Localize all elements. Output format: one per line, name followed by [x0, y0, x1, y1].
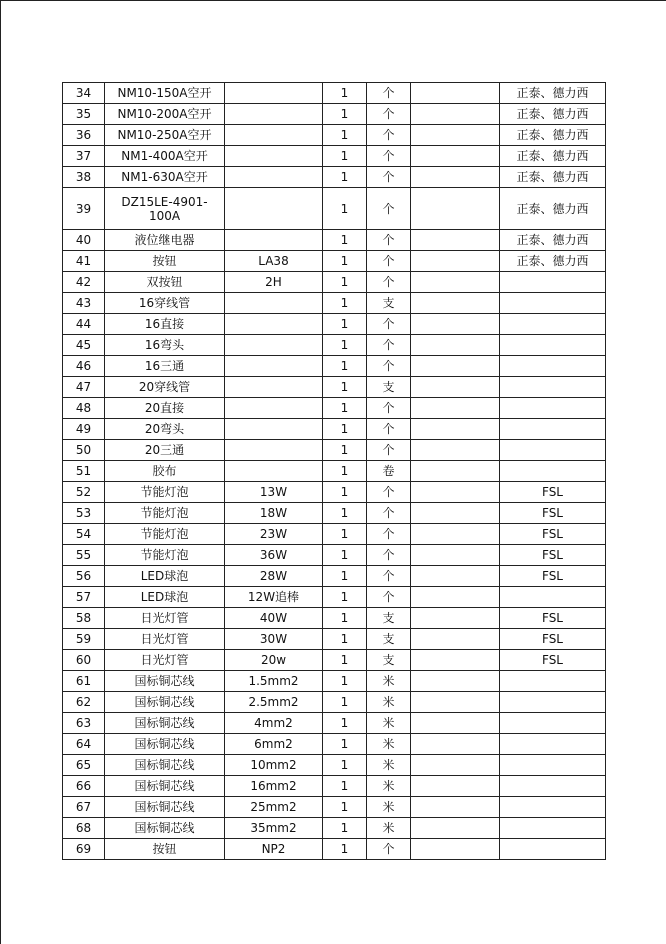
- item-brand: 正泰、德力西: [500, 125, 606, 146]
- item-brand: FSL: [500, 503, 606, 524]
- row-number: 65: [63, 755, 105, 776]
- row-number: 39: [63, 188, 105, 230]
- item-unit: 个: [367, 839, 411, 860]
- item-quantity: 1: [323, 125, 367, 146]
- item-quantity: 1: [323, 482, 367, 503]
- item-note: [411, 671, 500, 692]
- item-note: [411, 461, 500, 482]
- table-row: [63, 104, 606, 125]
- table-row: [63, 524, 606, 545]
- row-number: 41: [63, 251, 105, 272]
- row-number: 57: [63, 587, 105, 608]
- row-number: 66: [63, 776, 105, 797]
- table-row: [63, 167, 606, 188]
- table-row: [63, 713, 606, 734]
- item-unit: 个: [367, 104, 411, 125]
- item-name: 国标铜芯线: [105, 713, 225, 734]
- item-name: 国标铜芯线: [105, 734, 225, 755]
- item-quantity: 1: [323, 251, 367, 272]
- item-unit: 个: [367, 566, 411, 587]
- item-quantity: 1: [323, 692, 367, 713]
- row-number: 48: [63, 398, 105, 419]
- item-brand: [500, 314, 606, 335]
- item-note: [411, 167, 500, 188]
- item-name: DZ15LE-4901- 100A: [105, 188, 225, 230]
- row-number: 50: [63, 440, 105, 461]
- table-row: [63, 293, 606, 314]
- item-brand: 正泰、德力西: [500, 251, 606, 272]
- table-row: [63, 230, 606, 251]
- item-unit: 个: [367, 335, 411, 356]
- row-number: 59: [63, 629, 105, 650]
- item-name: 胶布: [105, 461, 225, 482]
- item-note: [411, 818, 500, 839]
- table-row: [63, 188, 606, 230]
- item-note: [411, 146, 500, 167]
- item-unit: 支: [367, 293, 411, 314]
- item-name: 液位继电器: [105, 230, 225, 251]
- item-brand: [500, 398, 606, 419]
- item-note: [411, 755, 500, 776]
- item-spec: [225, 125, 323, 146]
- table-row: [63, 356, 606, 377]
- row-number: 61: [63, 671, 105, 692]
- item-note: [411, 503, 500, 524]
- item-quantity: 1: [323, 629, 367, 650]
- item-brand: [500, 734, 606, 755]
- item-quantity: 1: [323, 818, 367, 839]
- item-note: [411, 314, 500, 335]
- item-unit: 卷: [367, 461, 411, 482]
- item-note: [411, 734, 500, 755]
- item-quantity: 1: [323, 146, 367, 167]
- table-row: [63, 482, 606, 503]
- item-brand: FSL: [500, 566, 606, 587]
- row-number: 36: [63, 125, 105, 146]
- item-note: [411, 566, 500, 587]
- item-name: 国标铜芯线: [105, 776, 225, 797]
- item-spec: 2H: [225, 272, 323, 293]
- item-name: 节能灯泡: [105, 545, 225, 566]
- item-brand: 正泰、德力西: [500, 188, 606, 230]
- row-number: 60: [63, 650, 105, 671]
- item-quantity: 1: [323, 839, 367, 860]
- item-name: 日光灯管: [105, 650, 225, 671]
- table-row: [63, 314, 606, 335]
- item-spec: LA38: [225, 251, 323, 272]
- item-spec: [225, 461, 323, 482]
- item-quantity: 1: [323, 314, 367, 335]
- item-spec: [225, 293, 323, 314]
- table-row: [63, 734, 606, 755]
- item-quantity: 1: [323, 398, 367, 419]
- item-brand: 正泰、德力西: [500, 167, 606, 188]
- item-quantity: 1: [323, 566, 367, 587]
- item-unit: 米: [367, 713, 411, 734]
- table-row: [63, 461, 606, 482]
- table-row: [63, 503, 606, 524]
- item-name: 按钮: [105, 251, 225, 272]
- item-name: 20弯头: [105, 419, 225, 440]
- item-brand: FSL: [500, 482, 606, 503]
- item-spec: 4mm2: [225, 713, 323, 734]
- item-quantity: 1: [323, 356, 367, 377]
- row-number: 53: [63, 503, 105, 524]
- item-quantity: 1: [323, 545, 367, 566]
- table-row: [63, 83, 606, 104]
- item-brand: [500, 440, 606, 461]
- item-unit: 个: [367, 524, 411, 545]
- item-brand: 正泰、德力西: [500, 83, 606, 104]
- item-brand: FSL: [500, 629, 606, 650]
- item-name: 16直接: [105, 314, 225, 335]
- item-spec: 20w: [225, 650, 323, 671]
- item-note: [411, 524, 500, 545]
- item-brand: FSL: [500, 608, 606, 629]
- item-brand: [500, 461, 606, 482]
- item-note: [411, 839, 500, 860]
- item-quantity: 1: [323, 671, 367, 692]
- item-note: [411, 335, 500, 356]
- item-note: [411, 230, 500, 251]
- item-unit: 个: [367, 545, 411, 566]
- item-name: 20穿线管: [105, 377, 225, 398]
- table-row: [63, 377, 606, 398]
- row-number: 40: [63, 230, 105, 251]
- item-quantity: 1: [323, 797, 367, 818]
- item-quantity: 1: [323, 461, 367, 482]
- item-name: 16三通: [105, 356, 225, 377]
- item-name: LED球泡: [105, 566, 225, 587]
- item-quantity: 1: [323, 608, 367, 629]
- item-quantity: 1: [323, 167, 367, 188]
- table-row: [63, 797, 606, 818]
- item-name: 20直接: [105, 398, 225, 419]
- item-unit: 个: [367, 314, 411, 335]
- materials-table-body: [63, 83, 606, 860]
- item-brand: [500, 419, 606, 440]
- item-name: 日光灯管: [105, 629, 225, 650]
- item-spec: 18W: [225, 503, 323, 524]
- item-spec: [225, 377, 323, 398]
- item-brand: FSL: [500, 545, 606, 566]
- item-name: NM1-630A空开: [105, 167, 225, 188]
- item-brand: [500, 671, 606, 692]
- item-brand: 正泰、德力西: [500, 230, 606, 251]
- item-name: NM10-250A空开: [105, 125, 225, 146]
- row-number: 42: [63, 272, 105, 293]
- item-spec: [225, 104, 323, 125]
- table-row: [63, 335, 606, 356]
- row-number: 63: [63, 713, 105, 734]
- item-spec: [225, 188, 323, 230]
- item-brand: [500, 356, 606, 377]
- item-spec: 35mm2: [225, 818, 323, 839]
- item-note: [411, 776, 500, 797]
- table-row: [63, 146, 606, 167]
- item-spec: [225, 440, 323, 461]
- item-brand: 正泰、德力西: [500, 146, 606, 167]
- item-note: [411, 356, 500, 377]
- item-note: [411, 293, 500, 314]
- item-brand: [500, 692, 606, 713]
- item-note: [411, 377, 500, 398]
- row-number: 68: [63, 818, 105, 839]
- item-note: [411, 608, 500, 629]
- row-number: 62: [63, 692, 105, 713]
- item-spec: [225, 146, 323, 167]
- item-name: 按钮: [105, 839, 225, 860]
- item-note: [411, 419, 500, 440]
- item-spec: 36W: [225, 545, 323, 566]
- item-spec: 10mm2: [225, 755, 323, 776]
- row-number: 37: [63, 146, 105, 167]
- item-name: 双按钮: [105, 272, 225, 293]
- item-brand: [500, 587, 606, 608]
- row-number: 67: [63, 797, 105, 818]
- item-spec: [225, 419, 323, 440]
- row-number: 51: [63, 461, 105, 482]
- item-name: NM10-150A空开: [105, 83, 225, 104]
- item-note: [411, 83, 500, 104]
- table-row: [63, 608, 606, 629]
- item-brand: FSL: [500, 650, 606, 671]
- materials-table: [62, 82, 606, 860]
- item-quantity: 1: [323, 755, 367, 776]
- item-unit: 个: [367, 167, 411, 188]
- item-unit: 支: [367, 377, 411, 398]
- item-brand: [500, 335, 606, 356]
- item-quantity: 1: [323, 377, 367, 398]
- row-number: 47: [63, 377, 105, 398]
- item-note: [411, 188, 500, 230]
- table-row: [63, 671, 606, 692]
- item-quantity: 1: [323, 776, 367, 797]
- row-number: 52: [63, 482, 105, 503]
- row-number: 35: [63, 104, 105, 125]
- item-unit: 米: [367, 692, 411, 713]
- item-unit: 个: [367, 251, 411, 272]
- item-brand: [500, 776, 606, 797]
- item-brand: [500, 755, 606, 776]
- item-spec: 40W: [225, 608, 323, 629]
- table-row: [63, 587, 606, 608]
- item-spec: 13W: [225, 482, 323, 503]
- item-name: 国标铜芯线: [105, 671, 225, 692]
- item-unit: 个: [367, 419, 411, 440]
- item-note: [411, 713, 500, 734]
- item-unit: 个: [367, 440, 411, 461]
- item-name: 节能灯泡: [105, 503, 225, 524]
- row-number: 44: [63, 314, 105, 335]
- row-number: 54: [63, 524, 105, 545]
- item-quantity: 1: [323, 713, 367, 734]
- item-name: 节能灯泡: [105, 524, 225, 545]
- item-note: [411, 440, 500, 461]
- item-quantity: 1: [323, 83, 367, 104]
- item-spec: 28W: [225, 566, 323, 587]
- item-unit: 米: [367, 755, 411, 776]
- item-unit: 个: [367, 482, 411, 503]
- table-row: [63, 566, 606, 587]
- row-number: 58: [63, 608, 105, 629]
- table-row: [63, 440, 606, 461]
- item-note: [411, 104, 500, 125]
- item-quantity: 1: [323, 587, 367, 608]
- table-row: [63, 755, 606, 776]
- table-row: [63, 398, 606, 419]
- item-brand: [500, 713, 606, 734]
- row-number: 64: [63, 734, 105, 755]
- item-spec: [225, 356, 323, 377]
- item-note: [411, 545, 500, 566]
- item-unit: 个: [367, 188, 411, 230]
- item-unit: 个: [367, 125, 411, 146]
- row-number: 43: [63, 293, 105, 314]
- row-number: 55: [63, 545, 105, 566]
- table-row: [63, 629, 606, 650]
- item-quantity: 1: [323, 524, 367, 545]
- table-row: [63, 692, 606, 713]
- item-quantity: 1: [323, 188, 367, 230]
- item-name: 国标铜芯线: [105, 755, 225, 776]
- item-name: 日光灯管: [105, 608, 225, 629]
- item-quantity: 1: [323, 335, 367, 356]
- item-unit: 米: [367, 776, 411, 797]
- item-note: [411, 692, 500, 713]
- row-number: 49: [63, 419, 105, 440]
- item-unit: 支: [367, 629, 411, 650]
- item-spec: [225, 398, 323, 419]
- item-quantity: 1: [323, 650, 367, 671]
- item-quantity: 1: [323, 230, 367, 251]
- item-unit: 支: [367, 650, 411, 671]
- table-row: [63, 839, 606, 860]
- item-name: NM1-400A空开: [105, 146, 225, 167]
- item-brand: [500, 839, 606, 860]
- item-name: 国标铜芯线: [105, 818, 225, 839]
- item-note: [411, 797, 500, 818]
- item-unit: 个: [367, 503, 411, 524]
- item-unit: 个: [367, 356, 411, 377]
- item-name: 节能灯泡: [105, 482, 225, 503]
- item-note: [411, 482, 500, 503]
- item-brand: [500, 272, 606, 293]
- item-quantity: 1: [323, 104, 367, 125]
- row-number: 69: [63, 839, 105, 860]
- row-number: 56: [63, 566, 105, 587]
- row-number: 46: [63, 356, 105, 377]
- item-brand: [500, 797, 606, 818]
- item-name: 20三通: [105, 440, 225, 461]
- item-name: 16弯头: [105, 335, 225, 356]
- item-unit: 个: [367, 587, 411, 608]
- row-number: 38: [63, 167, 105, 188]
- item-name: 国标铜芯线: [105, 692, 225, 713]
- item-quantity: 1: [323, 272, 367, 293]
- item-note: [411, 629, 500, 650]
- item-quantity: 1: [323, 734, 367, 755]
- item-unit: 米: [367, 797, 411, 818]
- item-unit: 个: [367, 272, 411, 293]
- item-brand: [500, 377, 606, 398]
- item-note: [411, 272, 500, 293]
- table-row: [63, 650, 606, 671]
- item-brand: [500, 818, 606, 839]
- item-spec: 2.5mm2: [225, 692, 323, 713]
- item-unit: 支: [367, 608, 411, 629]
- item-spec: 30W: [225, 629, 323, 650]
- table-row: [63, 818, 606, 839]
- table-row: [63, 776, 606, 797]
- item-spec: NP2: [225, 839, 323, 860]
- item-unit: 个: [367, 230, 411, 251]
- item-brand: [500, 293, 606, 314]
- item-spec: 16mm2: [225, 776, 323, 797]
- item-unit: 米: [367, 734, 411, 755]
- item-spec: 1.5mm2: [225, 671, 323, 692]
- item-unit: 米: [367, 818, 411, 839]
- item-unit: 米: [367, 671, 411, 692]
- table-row: [63, 125, 606, 146]
- item-quantity: 1: [323, 440, 367, 461]
- item-unit: 个: [367, 398, 411, 419]
- table-row: [63, 419, 606, 440]
- item-spec: 23W: [225, 524, 323, 545]
- item-quantity: 1: [323, 419, 367, 440]
- item-spec: [225, 83, 323, 104]
- item-brand: 正泰、德力西: [500, 104, 606, 125]
- item-name: NM10-200A空开: [105, 104, 225, 125]
- item-name: LED球泡: [105, 587, 225, 608]
- item-spec: 12W追棒: [225, 587, 323, 608]
- item-note: [411, 251, 500, 272]
- item-note: [411, 650, 500, 671]
- item-note: [411, 125, 500, 146]
- item-spec: 6mm2: [225, 734, 323, 755]
- item-spec: [225, 230, 323, 251]
- item-spec: 25mm2: [225, 797, 323, 818]
- item-brand: FSL: [500, 524, 606, 545]
- table-row: [63, 545, 606, 566]
- table-row: [63, 272, 606, 293]
- item-note: [411, 587, 500, 608]
- row-number: 45: [63, 335, 105, 356]
- item-name: 16穿线管: [105, 293, 225, 314]
- item-note: [411, 398, 500, 419]
- table-row: [63, 251, 606, 272]
- row-number: 34: [63, 83, 105, 104]
- item-name: 国标铜芯线: [105, 797, 225, 818]
- item-unit: 个: [367, 146, 411, 167]
- item-spec: [225, 314, 323, 335]
- item-unit: 个: [367, 83, 411, 104]
- item-spec: [225, 335, 323, 356]
- item-spec: [225, 167, 323, 188]
- item-quantity: 1: [323, 293, 367, 314]
- item-quantity: 1: [323, 503, 367, 524]
